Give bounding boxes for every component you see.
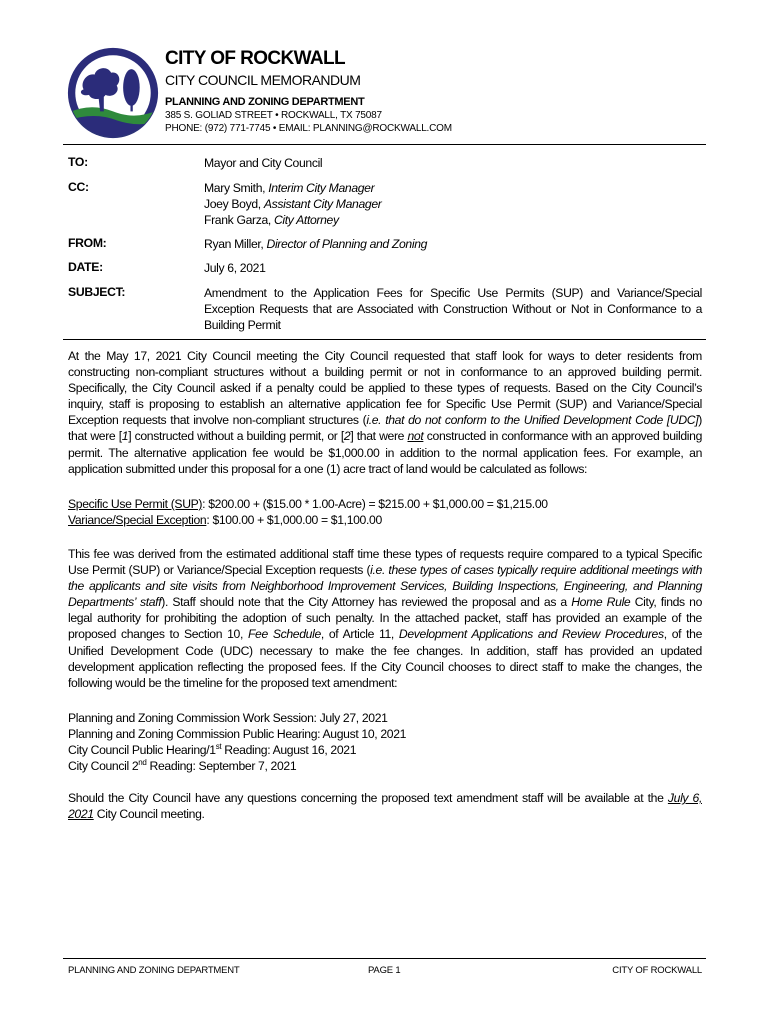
subject-label: SUBJECT: — [68, 285, 126, 299]
timeline-item — [68, 742, 702, 758]
cc-list — [204, 180, 704, 228]
text-run: ] constructed without a building permit, or [ — [128, 429, 344, 444]
cc-name: Joey Boyd, — [204, 197, 264, 211]
calc-formula: : $200.00 + ($15.00 * 1.00-Acre) = $215.00 + $1,000.00 = $1,215.00 — [202, 497, 548, 511]
text-run: , of Article 11, — [320, 627, 399, 642]
body-paragraph-2 — [68, 546, 702, 691]
emphasis-not: not — [407, 429, 424, 444]
body-paragraph-1 — [68, 348, 702, 477]
ordinal-suffix: nd — [138, 758, 147, 768]
from-label: FROM: — [68, 236, 107, 250]
text-run: , of the Unified Development Code (UDC) necessary to make the fee changes. In addition, staff has provided an updated development application reflecting the proposed fees. If the City Council chooses to direct staff to make the changes, the following would be the timeline for the proposed text amendment: — [68, 627, 702, 690]
cc-entry — [204, 196, 704, 212]
footer-page-number: PAGE 1 — [368, 965, 401, 976]
from-title: Director of Planning and Zoning — [266, 237, 428, 251]
text-run: City Council Public Hearing/1 — [68, 743, 216, 758]
text-run: Should the City Council have any questions concerning the proposed text amendment staff will be available at the — [68, 791, 668, 805]
text-run: At the May 17, 2021 City Council meeting the City Council requested that staff look for ways to deter residents from constructing non-compliant structures without a building permit or not in conformance to an approved building permit. Specifically, the City Council asked if a penalty could be applied to these types of requests. Based on the City Council’s inquiry, staff is proposing to establish an alternative application fee for Specific Use Permit (SUP) and Variance/Special Exception requests that involve non-compliant structures ( — [68, 349, 702, 428]
department-name: PLANNING AND ZONING DEPARTMENT — [165, 96, 365, 108]
text-run: constructed in conformance with an approved building permit. The alternative application fee would be $1,000.00 in addition to the normal application fees. For example, an application submitted under this proposal for a one (1) acre tract of land would be calculated as follows: — [68, 429, 703, 476]
memo-title: CITY COUNCIL MEMORANDUM — [165, 72, 361, 88]
body-paragraph-3 — [68, 790, 702, 822]
calc-formula: : $100.00 + $1,000.00 = $1,100.00 — [206, 513, 382, 528]
timeline-item: Planning and Zoning Commission Work Session: July 27, 2021 — [68, 711, 388, 725]
cc-name: Mary Smith, — [204, 181, 269, 195]
department-contact: PHONE: (972) 771-7745 • EMAIL: PLANNING@ROCKWALL.COM — [165, 123, 452, 134]
text-run: Reading: August 16, 2021 — [221, 743, 357, 758]
text-run: City, finds no legal authority for prohibiting the adoption of such penalty. In the attached packet, staff has provided an example of the proposed changes to Section 10, — [68, 595, 703, 642]
from-name: Ryan Miller, — [204, 237, 267, 251]
italic-run: Development Applications and Review Procedures — [398, 627, 664, 642]
text-run: ). Staff should note that the City Attorney has reviewed the proposal and as a — [161, 595, 572, 610]
timeline-item — [68, 758, 702, 774]
footer-city: CITY OF ROCKWALL — [612, 965, 702, 976]
cc-entry — [204, 180, 704, 196]
memo-header — [165, 48, 725, 135]
timeline-item: Planning and Zoning Commission Public Hearing: August 10, 2021 — [68, 727, 407, 742]
city-seal-tree-icon — [67, 47, 159, 139]
italic-run: 2 — [343, 429, 351, 444]
text-run: This fee was derived from the estimated additional staff time these types of requests require compared to a typical Specific Use Permit (SUP) or Variance/Special Exception requests ( — [68, 547, 702, 578]
subject-value: Amendment to the Application Fees for Specific Use Permits (SUP) and Variance/Special Exception Requests that are Associated with Construction Without or Not in Conformance to a Building Permit — [204, 286, 702, 332]
fee-calculations — [68, 496, 702, 528]
text-run: ) that were [ — [68, 413, 702, 444]
cc-title: City Attorney — [273, 213, 339, 227]
calc-line-variance — [68, 512, 702, 528]
footer-department: PLANNING AND ZONING DEPARTMENT — [68, 965, 240, 976]
cc-label: CC: — [68, 180, 89, 194]
calc-line-sup — [68, 496, 702, 512]
footer-divider — [63, 958, 706, 959]
text-run: ] that were — [350, 429, 408, 444]
from-value — [204, 236, 704, 252]
ordinal-suffix: st — [215, 742, 222, 752]
text-run: Reading: September 7, 2021 — [146, 759, 297, 774]
cc-title: Assistant City Manager — [263, 197, 382, 211]
calc-label: Variance/Special Exception — [68, 513, 207, 528]
date-value: July 6, 2021 — [204, 261, 266, 275]
to-label: TO: — [68, 155, 88, 169]
to-value: Mayor and City Council — [204, 156, 323, 170]
italic-run: Fee Schedule — [247, 627, 321, 642]
amendment-timeline — [68, 710, 702, 774]
italic-run: Home Rule — [571, 595, 631, 610]
text-run: City Council meeting. — [93, 807, 205, 822]
department-address: 385 S. GOLIAD STREET • ROCKWALL, TX 75087 — [165, 110, 382, 121]
cc-title: Interim City Manager — [268, 181, 375, 195]
calc-label: Specific Use Permit (SUP) — [68, 497, 203, 511]
italic-run: i.e. these types of cases typically require additional meetings with the applicants and site visits from Neighborhood Improvement Services, Building Inspections, Engineering, and Planning Departments’ staff — [68, 563, 702, 610]
header-divider — [63, 144, 706, 145]
text-run: City Council 2 — [68, 759, 139, 774]
city-title: CITY OF ROCKWALL — [165, 48, 346, 69]
cc-name: Frank Garza, — [204, 213, 274, 227]
italic-run: i.e. that do not conform to the Unified Development Code [UDC] — [366, 413, 699, 428]
italic-run: 1 — [121, 429, 129, 444]
cc-entry — [204, 212, 704, 228]
meeting-date: July 6, 2021 — [68, 791, 702, 822]
date-label: DATE: — [68, 260, 103, 274]
routing-divider — [63, 339, 706, 340]
